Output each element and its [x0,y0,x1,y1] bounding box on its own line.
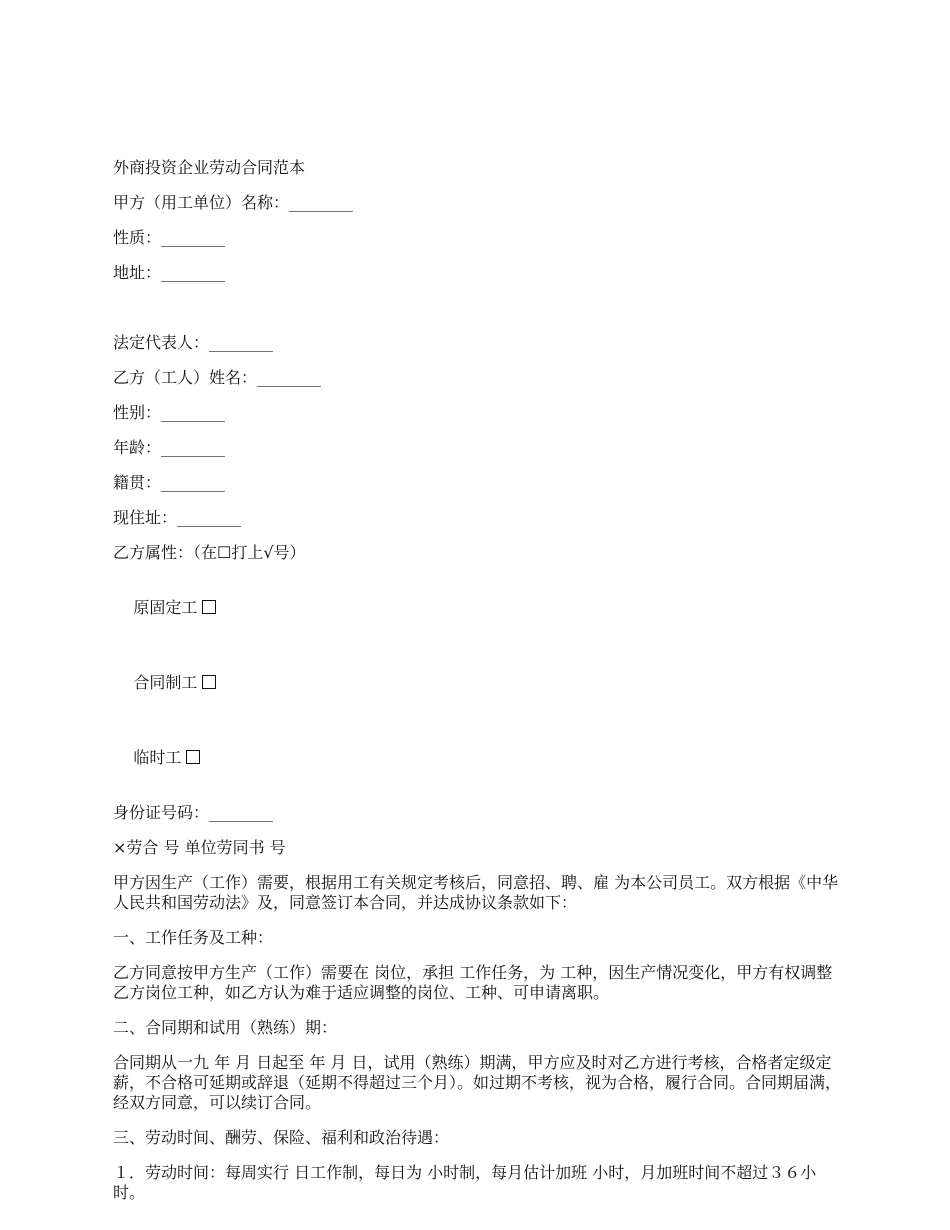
option-label: 原固定工 [133,598,198,617]
option-label: 合同制工 [133,673,198,692]
party-b-gender-field: 性别：________ [113,403,226,422]
document-page [113,158,843,1218]
section-heading: 一、工作任务及工种： [113,928,274,947]
party-b-native-place-field: 籍贯：________ [113,473,226,492]
contract-number-line: ×劳合 号 单位劳同书 号 [113,838,286,857]
party-a-legal-rep-field: 法定代表人：________ [113,333,274,352]
party-b-id-number-field: 身份证号码：________ [113,803,274,822]
party-a-nature-field: 性质：________ [113,228,226,247]
section-text: １．劳动时间：每周实行 日工作制，每日为 小时制，每月估计加班 小时，月加班时间不超过３６小时。 [113,1163,817,1202]
section-text: 乙方同意按甲方生产（工作）需要在 岗位，承担 工作任务，为 工种，因生产情况变化，甲方有权调整乙方岗位工种，如乙方认为难于适应调整的岗位、工种、可申请离职。 [113,963,833,1002]
party-b-current-address-field: 现住址：________ [113,508,242,527]
option-contract-worker [113,653,843,713]
party-b-age-field: 年龄：________ [113,438,226,457]
document-title: 外商投资企业劳动合同范本 [113,158,306,177]
party-a-address-field: 地址：________ [113,263,226,282]
option-label: 临时工 [133,748,182,767]
option-temporary-worker [113,728,843,788]
option-permanent-worker [113,578,843,638]
section-heading: 三、劳动时间、酬劳、保险、福利和政治待遇： [113,1128,450,1147]
checkbox-icon[interactable] [202,600,216,614]
checkbox-icon[interactable] [186,750,200,764]
checkbox-icon[interactable] [202,675,216,689]
section-heading: 二、合同期和试用（熟练）期： [113,1018,338,1037]
party-b-name-field: 乙方（工人）姓名：________ [113,368,322,387]
party-b-attribute-instruction: 乙方属性：（在☐打上√号） [113,543,306,562]
intro-paragraph: 甲方因生产（工作）需要，根据用工有关规定考核后，同意招、聘、雇 为本公司员工。双方根据《中华人民共和国劳动法》及，同意签订本合同，并达成协议条款如下： [113,873,839,912]
section-text: 合同期从一九 年 月 日起至 年 月 日，试用（熟练）期满，甲方应及时对乙方进行考核，合格者定级定薪，不合格可延期或辞退（延期不得超过三个月）。如过期不考核，视为合格，履行合同。合同期届满，经双方同意，可以续订合同。 [113,1053,842,1112]
party-a-name-field: 甲方（用工单位）名称：________ [113,193,354,212]
